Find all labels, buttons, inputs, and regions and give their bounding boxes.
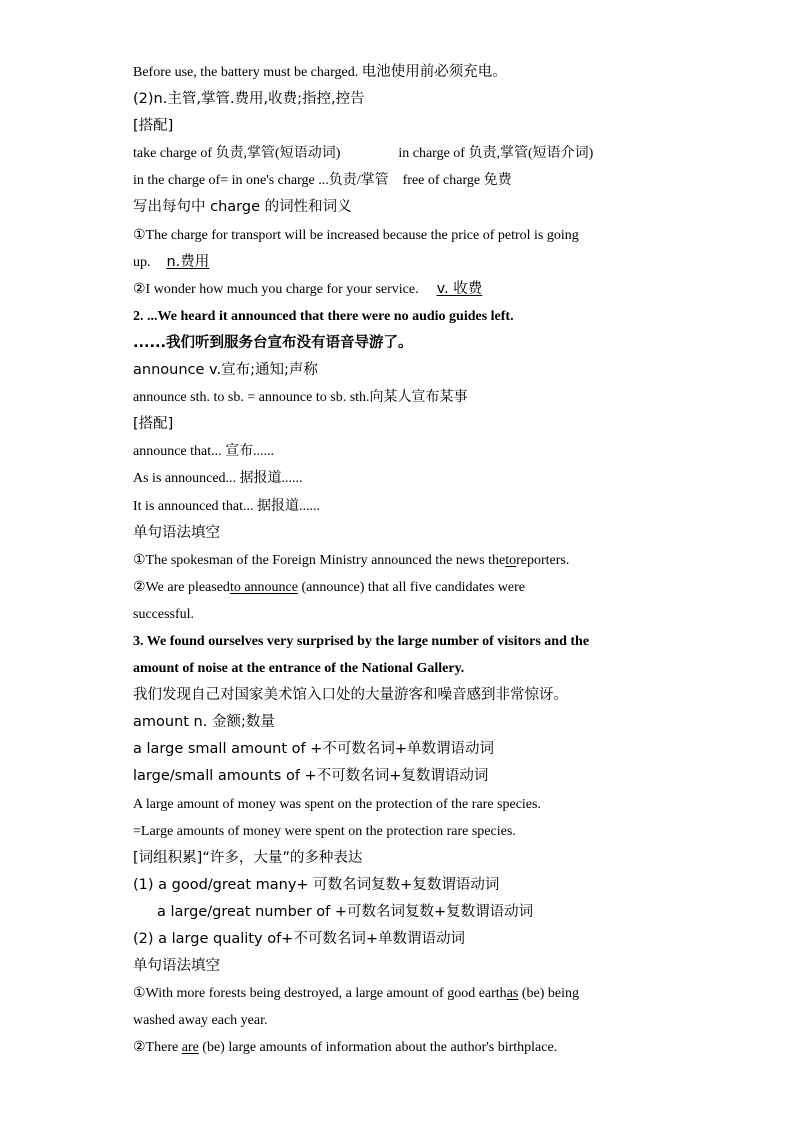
text-line: Before use, the battery must be charged. 电池使用前必须充电。 xyxy=(133,64,507,80)
exercise-item: ②There are (be) large amounts of information about the author's birthplace. xyxy=(133,1040,558,1056)
answer-blank: are xyxy=(181,1040,199,1056)
section-heading: 3. We found ourselves very surprised by the large number of visitors and the xyxy=(133,633,590,649)
answer-blank: as xyxy=(506,986,519,1002)
exercise-item: washed away each year. xyxy=(133,1013,268,1029)
exercise-item: ①The spokesman of the Foreign Ministry announced the news thetoreporters. xyxy=(133,552,570,568)
text-line: in the charge of= in one's charge ...负责/掌管 free of charge 免费 xyxy=(133,173,512,189)
text-line: It is announced that... 据报道...... xyxy=(133,498,321,514)
answer-blank: to announce xyxy=(229,579,298,595)
section-label: [搭配] xyxy=(133,118,174,135)
exercise-item: ②I wonder how much you charge for your service. v. 收费 xyxy=(133,280,483,297)
text-line: (2)n.主管,掌管.费用,收费;指控,控告 xyxy=(133,91,365,108)
text-line: =Large amounts of money were spent on the protection rare species. xyxy=(133,823,516,839)
text-line: a large/great number of +可数名词复数+复数谓语动词 xyxy=(157,903,534,920)
exercise-instruction: 单句语法填空 xyxy=(133,524,220,541)
text-line: announce that... 宣布...... xyxy=(133,444,275,460)
text-line: announce v.宣布;通知;声称 xyxy=(133,362,318,379)
text-line: amount n. 金额;数量 xyxy=(133,714,275,731)
exercise-item: up. n.费用 xyxy=(133,253,210,270)
answer-blank: to xyxy=(505,552,517,568)
exercise-item: ①The charge for transport will be increased because the price of petrol is going xyxy=(133,227,579,243)
document-page xyxy=(133,59,693,1061)
section-label: [词组积累]“许多，大量”的多种表达 xyxy=(133,849,363,866)
exercise-item: successful. xyxy=(133,606,195,622)
text-line: large/small amounts of +不可数名词+复数谓语动词 xyxy=(133,768,489,785)
exercise-instruction: 单句语法填空 xyxy=(133,958,220,975)
answer-blank: n.费用 xyxy=(166,253,210,270)
section-heading: amount of noise at the entrance of the National Gallery. xyxy=(133,661,465,677)
section-heading-translation: ......我们听到服务台宣布没有语音导游了。 xyxy=(133,334,413,351)
text-line: As is announced... 据报道...... xyxy=(133,471,303,487)
section-heading-translation: 我们发现自己对国家美术馆入口处的大量游客和噪音感到非常惊讶。 xyxy=(133,687,568,704)
text-line: (2) a large quality of+不可数名词+单数谓语动词 xyxy=(133,931,465,947)
exercise-item: ①With more forests being destroyed, a large amount of good earthas (be) being xyxy=(133,986,580,1002)
exercise-item: ②We are pleasedto announce (announce) that all five candidates were xyxy=(133,579,525,595)
text-line: (1) a good/great many+ 可数名词复数+复数谓语动词 xyxy=(133,876,500,893)
section-label: [搭配] xyxy=(133,416,174,433)
section-heading: 2. ...We heard it announced that there were no audio guides left. xyxy=(133,308,514,324)
answer-blank: v. 收费 xyxy=(436,280,483,297)
exercise-instruction: 写出每句中 charge 的词性和词义 xyxy=(133,199,352,216)
text-line: A large amount of money was spent on the protection of the rare species. xyxy=(133,796,541,812)
text-line: announce sth. to sb. = announce to sb. sth.向某人宣布某事 xyxy=(133,390,468,406)
text-line: a large small amount of +不可数名词+单数谓语动词 xyxy=(133,741,495,758)
text-line: take charge of 负责,掌管(短语动词) in charge of 负责,掌管(短语介词) xyxy=(133,146,594,162)
